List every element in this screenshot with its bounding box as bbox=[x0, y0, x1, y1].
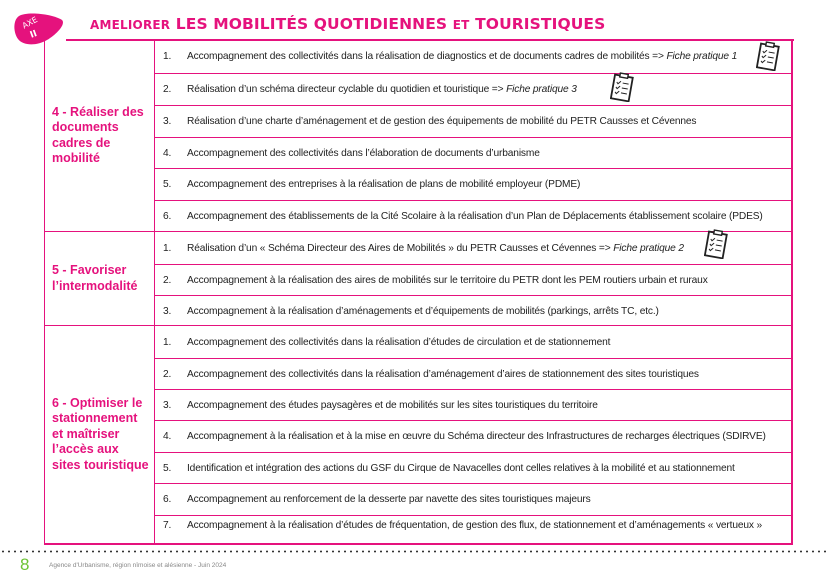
table-row: 7. Accompagnement à la réalisation d’études de fréquentation, de gestion des flux, de stationnement et d’aménagements « vertueux » bbox=[155, 515, 791, 544]
section-label: 6 - Optimiser le stationnement et maîtriser l’accès aux sites touristique bbox=[45, 326, 155, 543]
table-row: 3. Accompagnement des études paysagères et de mobilités sur les sites touristiques du territoire bbox=[155, 389, 791, 420]
badge-line1: AXE bbox=[20, 15, 40, 31]
fiche-pratique-2-link[interactable]: Fiche pratique 2 bbox=[613, 242, 684, 254]
title-part1: AMELIORER bbox=[90, 18, 171, 32]
title-part2: LES MOBILITÉS QUOTIDIENNES bbox=[175, 15, 448, 33]
clipboard-icon[interactable] bbox=[704, 229, 728, 259]
section-label: 4 - Réaliser des documents cadres de mobilité bbox=[45, 40, 155, 231]
table-row: 3. Réalisation d’une charte d’aménagement et de gestion des équipements de mobilité du PETR Causses et Cévennes bbox=[155, 105, 791, 137]
table-row: 6. Accompagnement des établissements de la Cité Scolaire à la réalisation d’un Plan de Déplacements établissement scolaire (PDES) bbox=[155, 200, 791, 231]
badge-line2: II bbox=[28, 28, 39, 41]
table-row: 2. Réalisation d’un schéma directeur cyclable du quotidien et touristique => Fiche pratique 3 bbox=[155, 73, 791, 105]
page-number: 8 bbox=[20, 555, 30, 574]
clipboard-icon[interactable] bbox=[610, 72, 634, 102]
fiche-pratique-3-link[interactable]: Fiche pratique 3 bbox=[506, 84, 577, 95]
table-row: 2. Accompagnement à la réalisation des aires de mobilités sur le territoire du PETR dont les PEM routiers urbain et ruraux bbox=[155, 264, 791, 295]
table-row: 1. Réalisation d’un « Schéma Directeur des Aires de Mobilités » du PETR Causses et Cévennes => Fiche pratique 2 bbox=[163, 242, 684, 254]
table-row: 4. Accompagnement des collectivités dans l’élaboration de documents d’urbanisme bbox=[155, 137, 791, 168]
table-row: 1. Accompagnement des collectivités dans la réalisation de diagnostics et de documents cadres de mobilités => Fiche pratique 1 bbox=[163, 51, 738, 62]
table-row: 2. Accompagnement des collectivités dans la réalisation d’aménagement d’aires de stationnement des sites touristiques bbox=[155, 358, 791, 389]
table-row: 5. Accompagnement des entreprises à la réalisation de plans de mobilité employeur (PDME) bbox=[155, 168, 791, 200]
section-label: 5 - Favoriser l’intermodalité bbox=[45, 232, 155, 325]
dotted-separator bbox=[0, 550, 826, 553]
fiche-pratique-1-link[interactable]: Fiche pratique 1 bbox=[666, 51, 738, 62]
table-row: 6. Accompagnement au renforcement de la desserte par navette des sites touristiques majeurs bbox=[155, 483, 791, 515]
section-6 bbox=[45, 325, 791, 543]
table-row: 3. Accompagnement à la réalisation d’aménagements et d’équipements de mobilités (parkings, arrêts TC, etc.) bbox=[155, 295, 791, 326]
actions-table bbox=[44, 40, 793, 545]
table-row: 1. Accompagnement des collectivités dans la réalisation d’études de circulation et de stationnement bbox=[163, 336, 611, 348]
title-part4: TOURISTIQUES bbox=[475, 15, 606, 33]
footer-text: Agence d'Urbanisme, région nîmoise et alésienne - Juin 2024 bbox=[49, 562, 227, 569]
page-title bbox=[90, 14, 605, 33]
table-row: 4. Accompagnement à la réalisation et à la mise en œuvre du Schéma directeur des Infrastructures de recharges électriques (SDIRVE) bbox=[155, 420, 791, 452]
title-part3: ET bbox=[452, 18, 470, 32]
clipboard-icon[interactable] bbox=[756, 41, 780, 71]
section-4 bbox=[45, 40, 791, 231]
table-row: 5. Identification et intégration des actions du GSF du Cirque de Navacelles dont celles relatives à la mobilité et au stationnement bbox=[155, 452, 791, 483]
section-5 bbox=[45, 231, 791, 325]
